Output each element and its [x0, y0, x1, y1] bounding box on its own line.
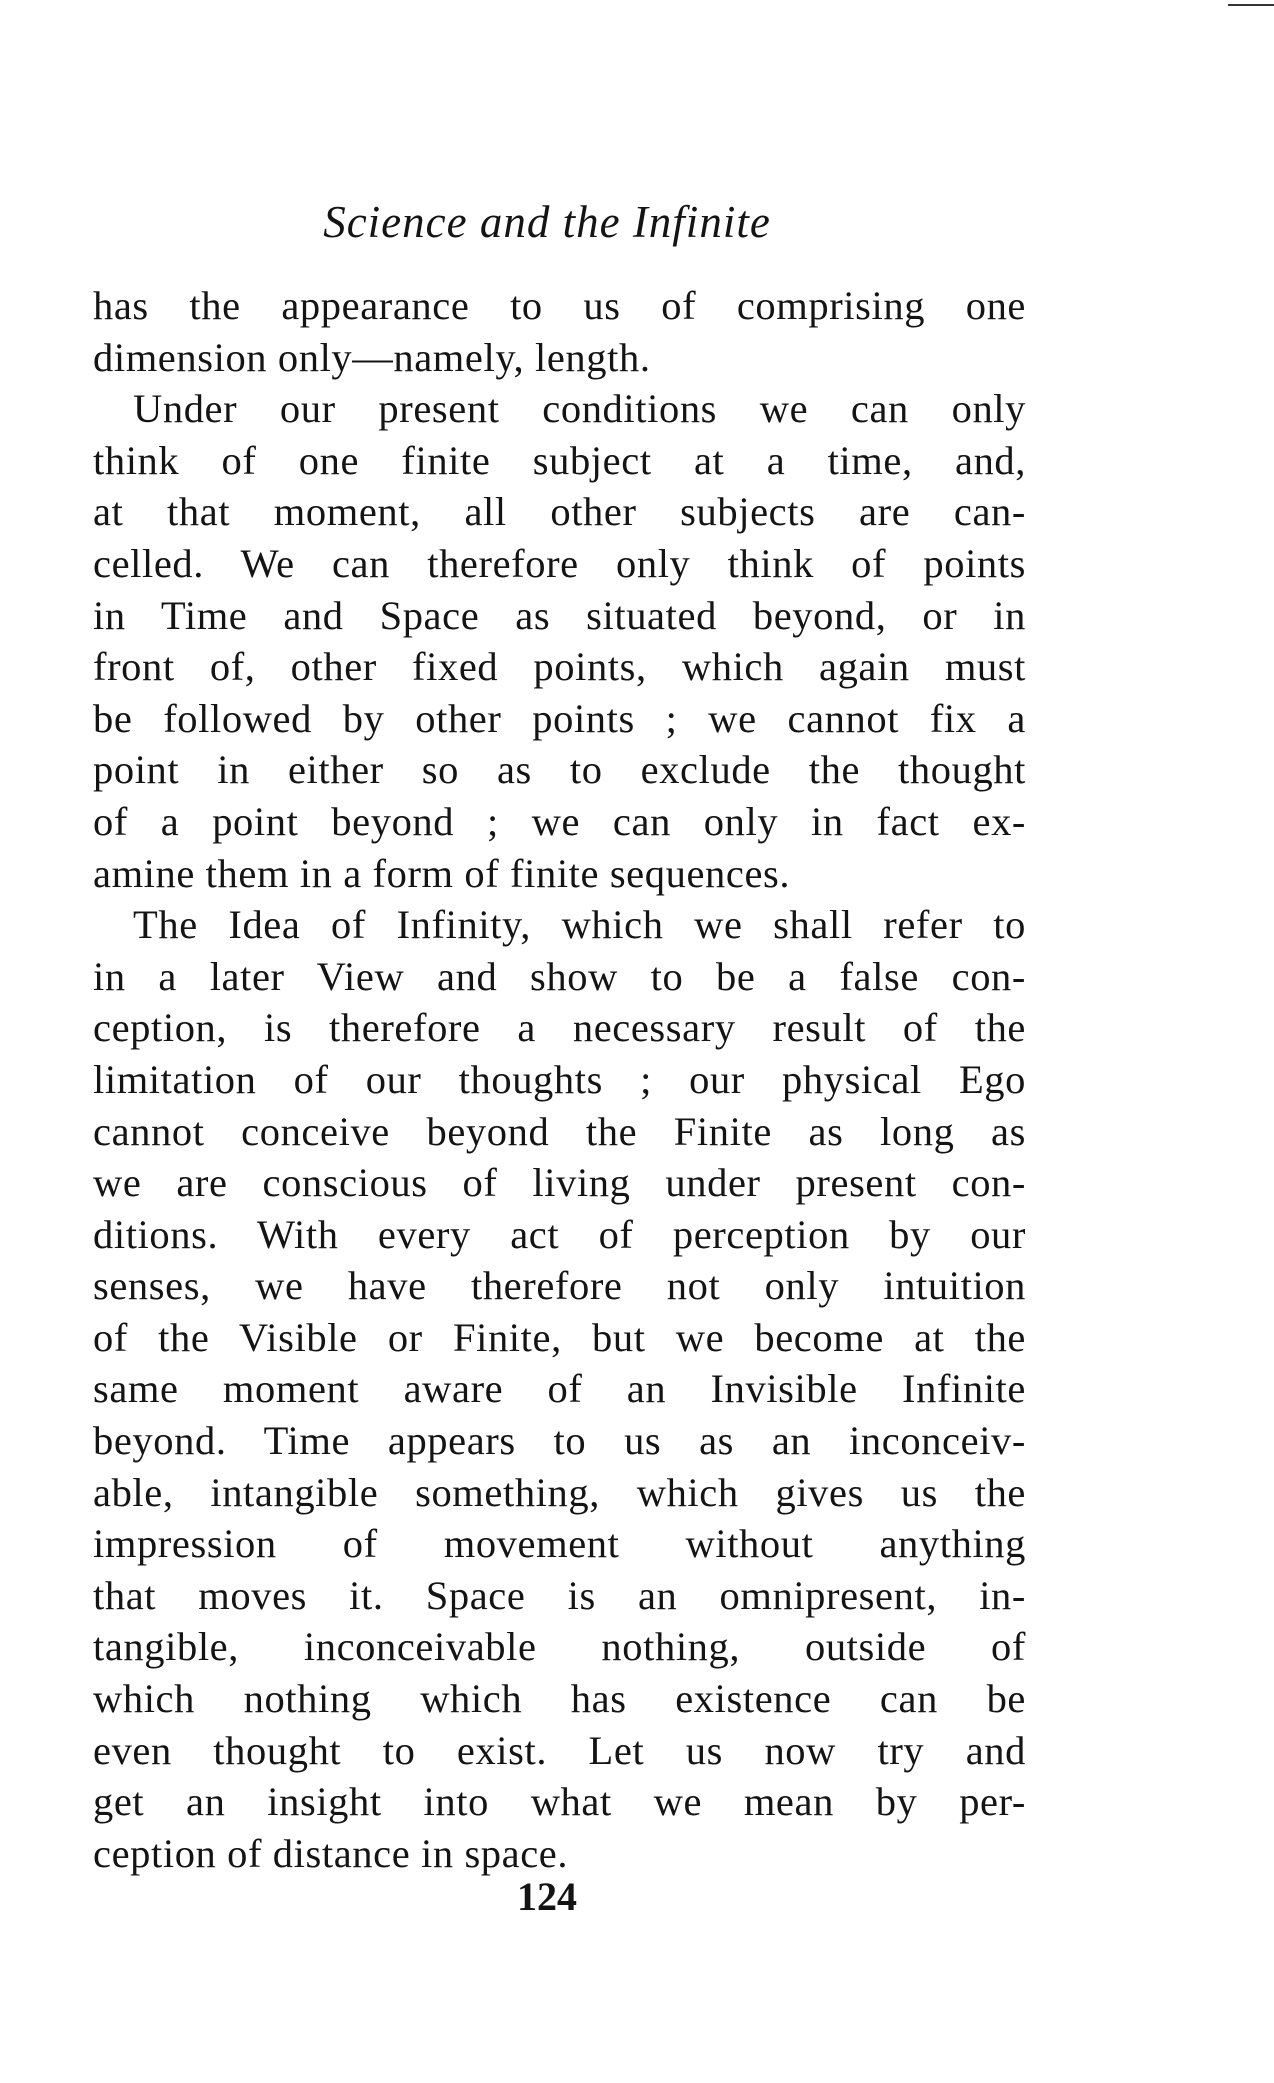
text-line: tangible, inconceivable nothing, outside of — [93, 1624, 1026, 1670]
text-line: of a point beyond ; we can only in fact ex- — [93, 798, 1026, 844]
text-line: The Idea of Infinity, which we shall refer to — [133, 902, 1026, 948]
text-line: able, intangible something, which gives us the — [93, 1469, 1026, 1515]
text-line: even thought to exist. Let us now try and — [93, 1727, 1026, 1773]
text-line: in Time and Space as situated beyond, or in — [93, 592, 1026, 638]
text-line: of the Visible or Finite, but we become at the — [93, 1314, 1026, 1360]
text-line: we are conscious of living under present con- — [93, 1160, 1026, 1206]
text-line: in a later View and show to be a false con- — [93, 953, 1026, 999]
text-line: impression of movement without anything — [93, 1521, 1026, 1567]
text-line: point in either so as to exclude the thought — [93, 747, 1026, 793]
text-line: that moves it. Space is an omnipresent, in- — [93, 1572, 1026, 1618]
text-line: at that moment, all other subjects are can- — [93, 489, 1026, 535]
text-line: beyond. Time appears to us as an inconceiv- — [93, 1418, 1026, 1464]
body-text — [93, 280, 1026, 1879]
text-line: get an insight into what we mean by per- — [93, 1779, 1026, 1825]
text-line: limitation of our thoughts ; our physical Ego — [93, 1056, 1026, 1102]
text-line: has the appearance to us of comprising one — [93, 283, 1026, 328]
text-line: senses, we have therefore not only intuition — [93, 1263, 1026, 1309]
text-line: ception, is therefore a necessary result of the — [93, 1005, 1026, 1051]
text-line: front of, other fixed points, which again must — [93, 644, 1026, 690]
scan-corner-rule — [1228, 4, 1274, 6]
text-line: cannot conceive beyond the Finite as long as — [93, 1108, 1026, 1154]
text-line: celled. We can therefore only think of points — [93, 540, 1026, 586]
text-line: be followed by other points ; we cannot fix a — [93, 695, 1026, 741]
text-line: ception of distance in space. — [93, 1830, 569, 1876]
text-line: which nothing which has existence can be — [93, 1676, 1026, 1722]
page-number: 124 — [517, 1874, 577, 1919]
text-line: dimension only—namely, length. — [93, 334, 651, 380]
text-line: think of one finite subject at a time, and, — [93, 437, 1026, 483]
text-line: same moment aware of an Invisible Infinite — [93, 1366, 1026, 1412]
text-line: Under our present conditions we can only — [133, 386, 1026, 432]
running-head: Science and the Infinite — [323, 197, 771, 247]
text-line: amine them in a form of finite sequences. — [93, 850, 791, 896]
text-line: ditions. With every act of perception by our — [93, 1211, 1026, 1257]
